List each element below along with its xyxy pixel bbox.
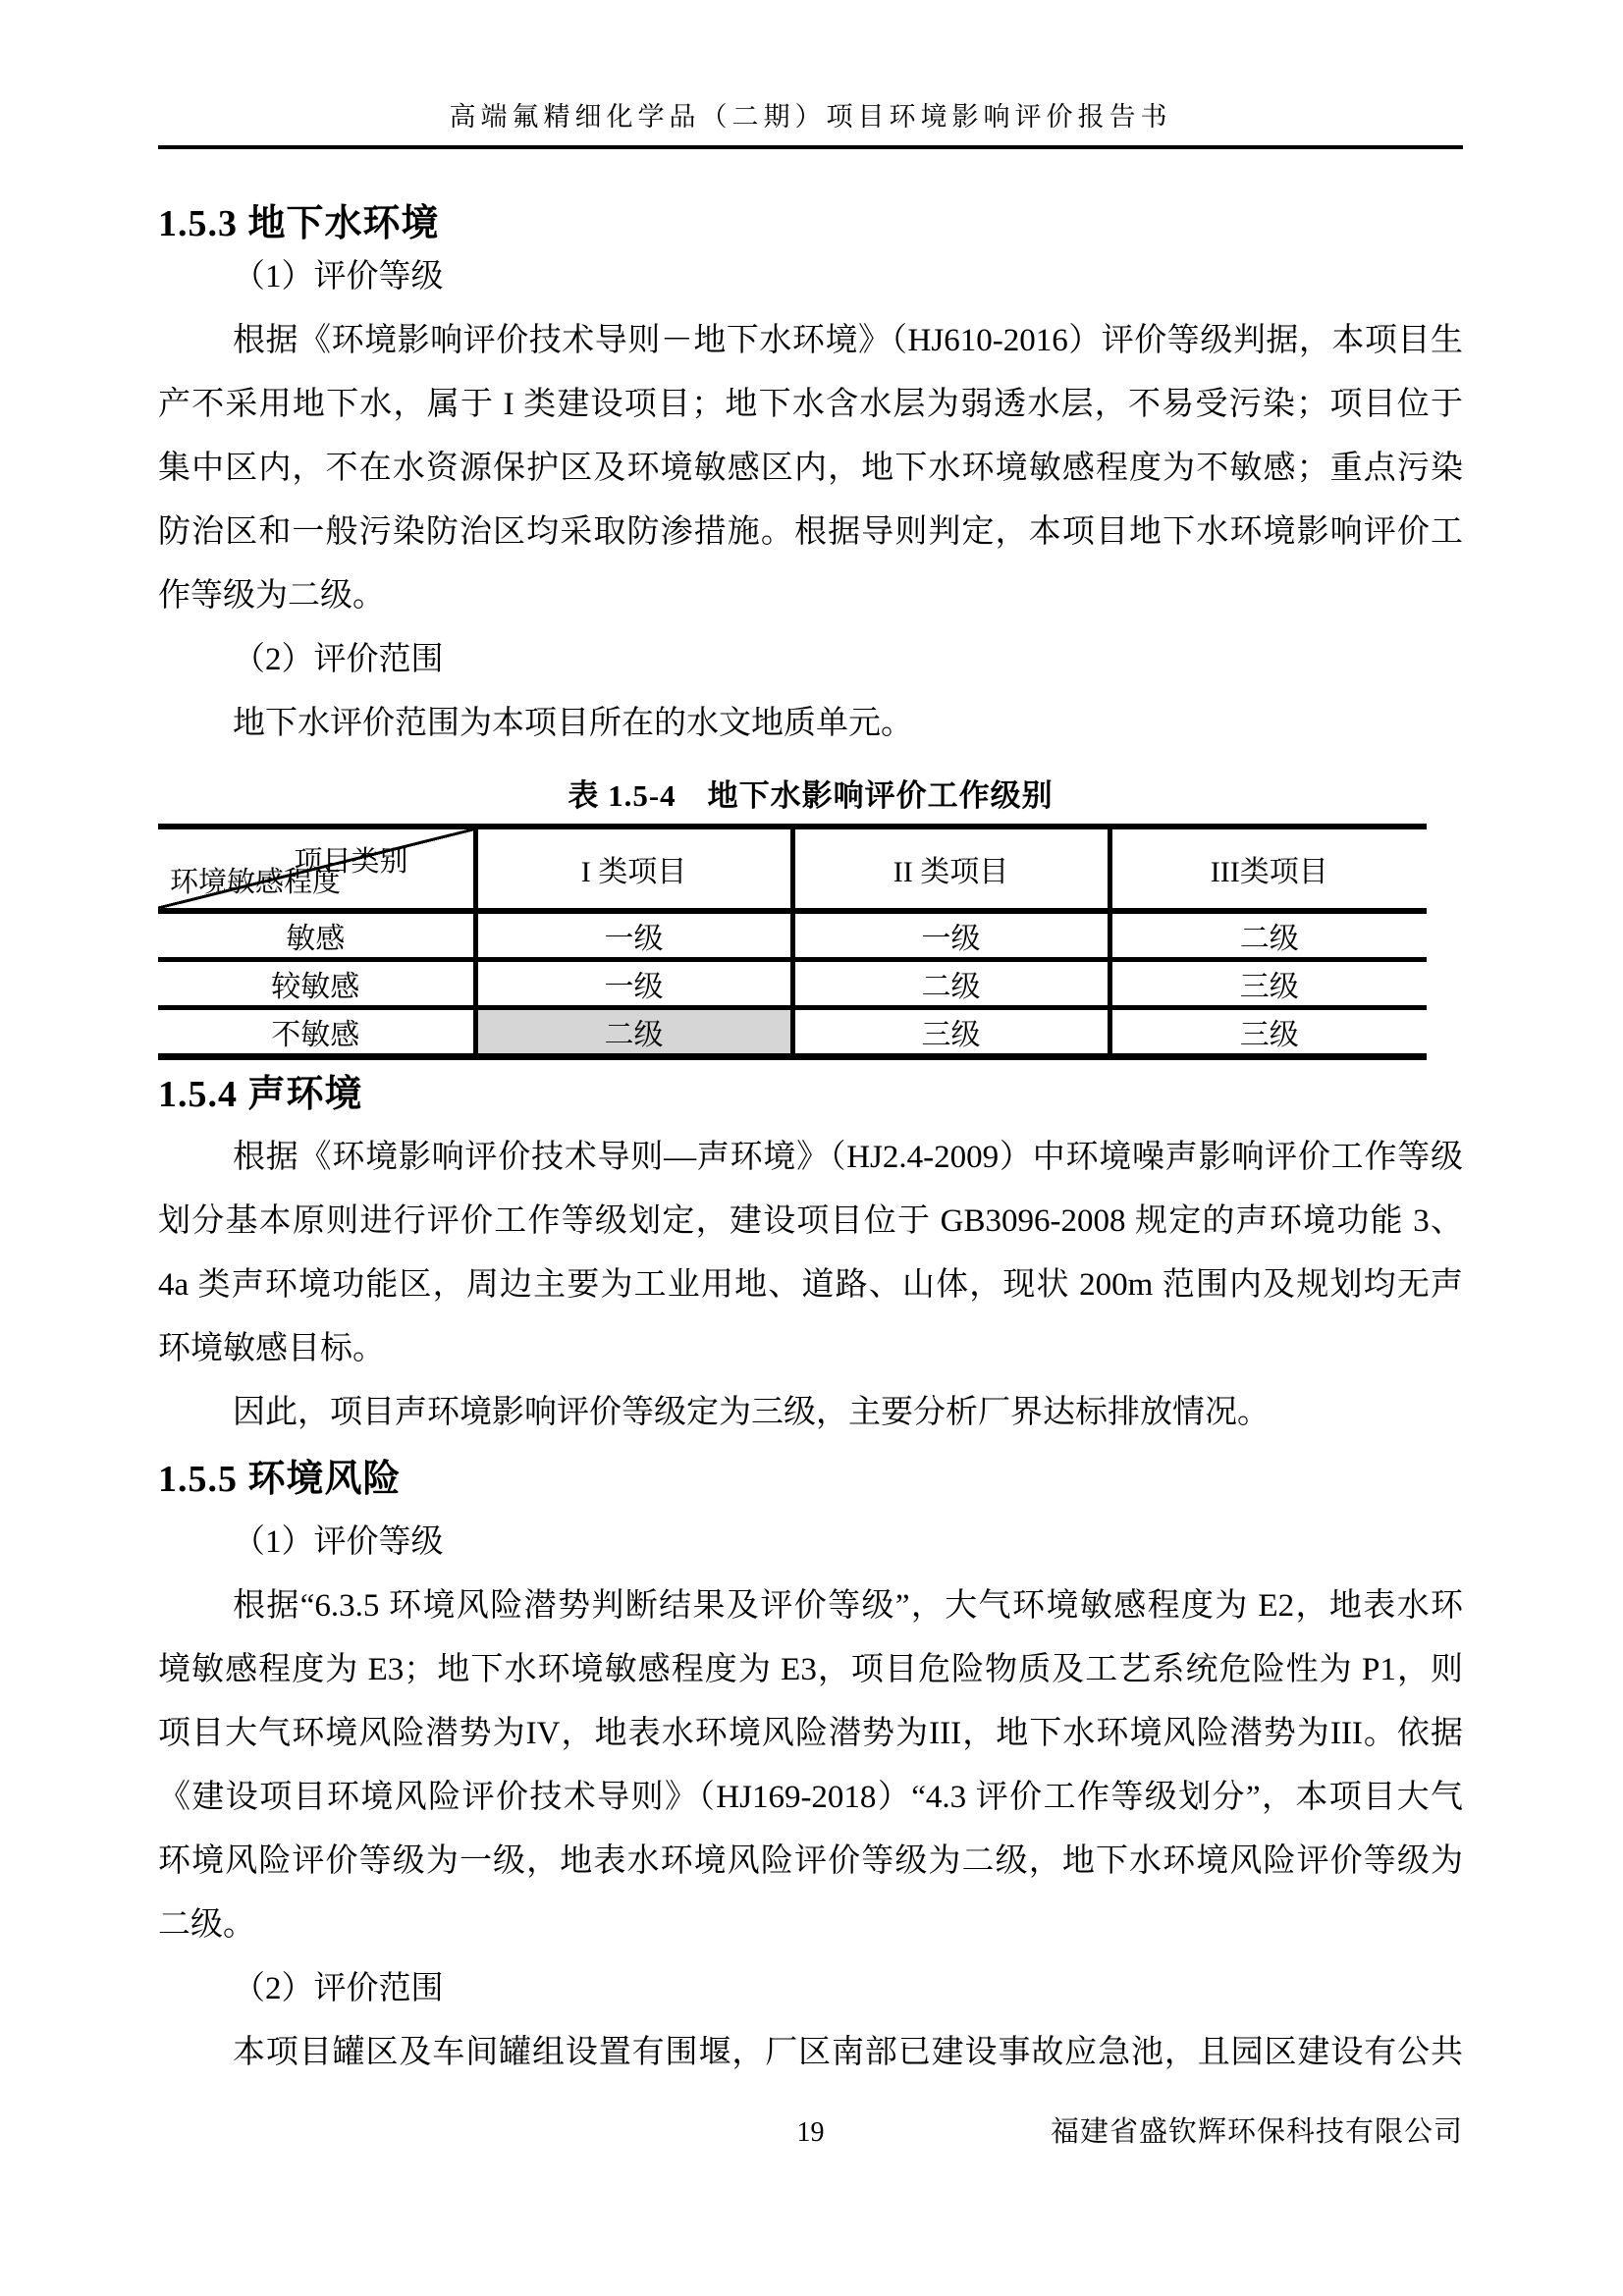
- paragraph-line: 境敏感程度为 E3；地下水环境敏感程度为 E3，项目危险物质及工艺系统危险性为 P1，则: [158, 1652, 1463, 1687]
- header-divider-rule: [158, 145, 1463, 149]
- corner-label-sensitivity: 环境敏感程度: [170, 867, 342, 898]
- column-header: III类项目: [1109, 827, 1427, 911]
- row-label: 敏感: [286, 923, 346, 955]
- table-cell: 三级: [792, 1008, 1109, 1057]
- section-heading-1-5-3: 1.5.3 地下水环境: [158, 203, 440, 244]
- table-corner-cell: [158, 827, 475, 911]
- groundwater-grade-table: [158, 824, 1427, 1060]
- page-header-title: 高端氟精细化学品（二期）项目环境影响评价报告书: [449, 102, 1172, 132]
- paragraph-line: 项目大气环境风险潜势为IV，地表水环境风险潜势为III，地下水环境风险潜势为III。依据: [158, 1716, 1463, 1751]
- row-label: 较敏感: [271, 971, 360, 1003]
- section-heading-1-5-4: 1.5.4 声环境: [158, 1074, 363, 1115]
- table-row: [158, 1008, 1427, 1057]
- paragraph-line: 防治区和一般污染防治区均采取防渗措施。根据导则判定，本项目地下水环境影响评价工: [158, 514, 1463, 550]
- paragraph-line: 地下水评价范围为本项目所在的水文地质单元。: [233, 706, 913, 741]
- table-cell: 一级: [475, 960, 792, 1008]
- paragraph-line: 二级。: [158, 1907, 255, 1943]
- table-header-row: [158, 827, 1427, 911]
- paragraph-line: 环境敏感目标。: [158, 1331, 385, 1366]
- paragraph-line: 《建设项目环境风险评价技术导则》（HJ169-2018）“4.3 评价工作等级划分”，本项目大气: [158, 1780, 1463, 1815]
- table-row: [158, 960, 1427, 1008]
- table-cell: 二级: [1109, 911, 1427, 960]
- table-row: [158, 911, 1427, 960]
- paragraph-line: 因此，项目声环境影响评价等级定为三级，主要分析厂界达标排放情况。: [233, 1395, 1270, 1430]
- paragraph-line: 集中区内，不在水资源保护区及环境敏感区内，地下水环境敏感程度为不敏感；重点污染: [158, 451, 1463, 486]
- column-header: II 类项目: [792, 827, 1109, 911]
- paragraph-line: 环境风险评价等级为一级，地表水环境风险评价等级为二级，地下水环境风险评价等级为: [158, 1843, 1463, 1879]
- paragraph-line: 根据《环境影响评价技术导则－地下水环境》（HJ610-2016）评价等级判据，本项目生: [233, 323, 1463, 358]
- table-cell: 二级: [792, 960, 1109, 1008]
- paragraph-line: 根据《环境影响评价技术导则—声环境》（HJ2.4-2009）中环境噪声影响评价工作等级: [233, 1140, 1463, 1175]
- table-cell: 三级: [1109, 1008, 1427, 1057]
- column-header: I 类项目: [475, 827, 792, 911]
- page-footer: [158, 2112, 1463, 2153]
- paragraph-line: 4a 类声环境功能区，周边主要为工业用地、道路、山体，现状 200m 范围内及规划均无声: [158, 1267, 1463, 1303]
- paragraph-line: 本项目罐区及车间罐组设置有围堰，厂区南部已建设事故应急池，且园区建设有公共: [233, 2035, 1463, 2070]
- row-label: 不敏感: [271, 1019, 360, 1051]
- table-cell: 一级: [475, 911, 792, 960]
- paragraph-line: 产不采用地下水，属于 I 类建设项目；地下水含水层为弱透水层，不易受污染；项目位于: [158, 387, 1463, 422]
- subheading: （1）评价等级: [233, 1524, 444, 1560]
- table-cell: 三级: [1109, 960, 1427, 1008]
- corner-label-project-type: 项目类别: [294, 846, 408, 878]
- subheading: （2）评价范围: [233, 642, 444, 677]
- paragraph-line: 作等级为二级。: [158, 578, 385, 614]
- table-cell: 一级: [792, 911, 1109, 960]
- paragraph-line: 根据“6.3.5 环境风险潜势判断结果及评价等级”，大气环境敏感程度为 E2，地表水环: [233, 1588, 1463, 1624]
- table-caption: 表 1.5-4 地下水影响评价工作级别: [568, 778, 1054, 813]
- subheading: （1）评价等级: [233, 259, 444, 294]
- page-number: 19: [796, 2117, 825, 2148]
- paragraph-line: 划分基本原则进行评价工作等级划定，建设项目位于 GB3096-2008 规定的声环境功能 3、: [158, 1203, 1463, 1239]
- section-heading-1-5-5: 1.5.5 环境风险: [158, 1459, 402, 1500]
- subheading: （2）评价范围: [233, 1971, 444, 2006]
- footer-company-name: 福建省盛钦辉环保科技有限公司: [1050, 2116, 1463, 2148]
- table-cell-highlighted: 二级: [475, 1008, 792, 1057]
